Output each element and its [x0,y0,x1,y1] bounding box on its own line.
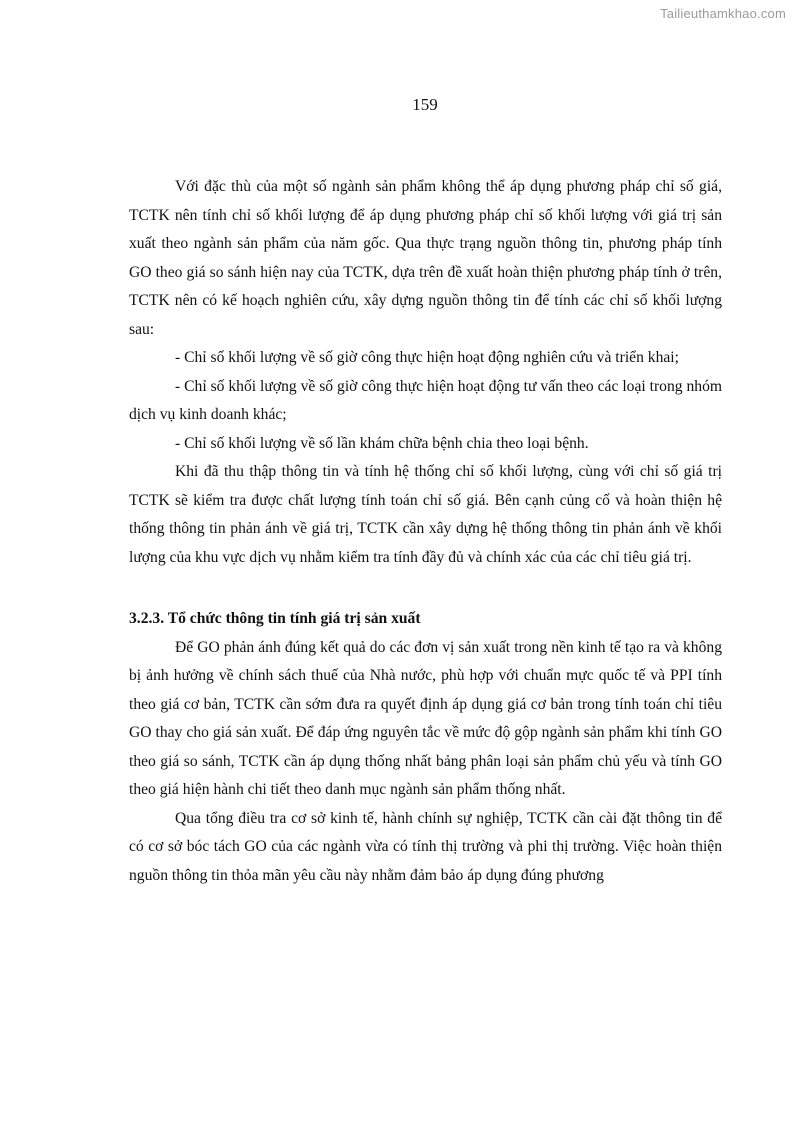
document-body [129,173,722,890]
section-heading: 3.2.3. Tổ chức thông tin tính giá trị sản xuất [129,610,421,627]
bullet-medical-visits: - Chỉ số khối lượng về số lần khám chữa bệnh chia theo loại bệnh. [175,434,589,452]
watermark-text: Tailieuthamkhao.com [660,6,786,21]
paragraph-volume-index: Với đặc thù của một số ngành sản phẩm không thể áp dụng phương pháp chỉ số giá, TCTK nên tính chỉ số khối lượng để áp dụng phương pháp chỉ số khối lượng với giá trị sản xuất theo ngành sản phẩm của năm gốc. Qua thực trạng nguồn thông tin, phương pháp tính GO theo giá so sánh hiện nay của TCTK, dựa trên đề xuất hoàn thiện phương pháp tính ở trên, TCTK nên có kế hoạch nghiên cứu, xây dựng nguồn thông tin để tính các chỉ số khối lượng sau: [129,178,722,338]
bullet-consulting-hours: - Chỉ số khối lượng về số giờ công thực hiện hoạt động tư vấn theo các loại trong nhóm dịch vụ kinh doanh khác; [129,377,722,423]
bullet-research-hours: - Chỉ số khối lượng về số giờ công thực hiện hoạt động nghiên cứu và triển khai; [175,349,679,366]
paragraph-census: Qua tổng điều tra cơ sở kinh tế, hành chính sự nghiệp, TCTK cần cài đặt thông tin để có cơ sở bóc tách GO của các ngành vừa có tính thị trường và phi thị trường. Việc hoàn thiện nguồn thông tin thỏa mãn yêu cầu này nhằm đảm bảo áp dụng đúng phương [129,809,722,884]
paragraph-basic-price: Để GO phản ánh đúng kết quả do các đơn vị sản xuất trong nền kinh tế tạo ra và không bị ảnh hưởng về chính sách thuế của Nhà nước, phù hợp với chuẩn mực quốc tế và PPI tính theo giá cơ bản, TCTK cần sớm đưa ra quyết định áp dụng giá cơ bản trong tính toán chỉ tiêu GO thay cho giá sản xuất. Để đáp ứng nguyên tắc về mức độ gộp ngành sản phẩm khi tính GO theo giá so sánh, TCTK cần áp dụng thống nhất bảng phân loại sản phẩm chủ yếu và tính GO theo giá hiện hành chi tiết theo danh mục ngành sản phẩm thống nhất. [129,638,722,798]
page-number: 159 [412,95,438,114]
paragraph-quality-check: Khi đã thu thập thông tin và tính hệ thống chỉ số khối lượng, cùng với chỉ số giá trị TCTK sẽ kiểm tra được chất lượng tính toán chỉ số giá. Bên cạnh củng cố và hoàn thiện hệ thống thông tin phản ánh về giá trị, TCTK cần xây dựng hệ thống thông tin phản ánh về khối lượng của khu vực dịch vụ nhằm kiểm tra tính đầy đủ và chính xác của các chỉ tiêu giá trị. [129,463,722,566]
